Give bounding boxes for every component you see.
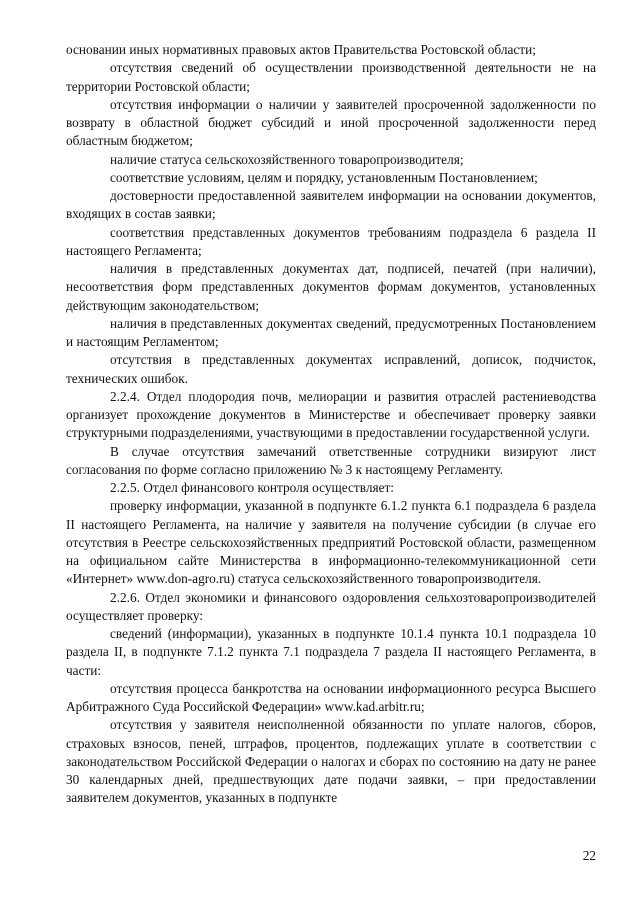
paragraph-13-section-2-2-5: 2.2.5. Отдел финансового контроля осуществляет: (110, 480, 394, 495)
paragraph-17: отсутствия процесса банкротства на основании информационного ресурса Высшего Арбитражного Суда Российской Федерации» www.kad.arbitr.ru; (66, 680, 596, 714)
paragraph-8: наличия в представленных документах дат, подписей, печатей (при наличии), несоответствия форм представленных документов формам документов, установленных действующим законодательством; (66, 261, 596, 313)
paragraph-5: соответствие условиям, целям и порядку, установленным Постановлением; (110, 169, 538, 185)
paragraph-1: основании иных нормативных правовых актов Правительства Ростовской области; (66, 42, 536, 57)
paragraph-4: наличие статуса сельскохозяйственного товаропроизводителя; (110, 151, 464, 167)
paragraph-7: соответствия представленных документов требованиям подраздела 6 раздела II настоящего Регламента; (66, 224, 596, 258)
page-number: 22 (582, 848, 596, 863)
document-body (66, 41, 596, 808)
paragraph-2: отсутствия сведений об осуществлении производственной деятельности не на территории Ростовской области; (66, 60, 596, 94)
paragraph-16: сведений (информации), указанных в подпункте 10.1.4 пункта 10.1 подраздела 10 раздела II, в подпункте 7.1.2 пункта 7.1 подраздела 7 раздела II настоящего Регламента, в части: (66, 626, 596, 678)
paragraph-14: проверку информации, указанной в подпункте 6.1.2 пункта 6.1 подраздела 6 раздела II настоящего Регламента, на наличие у заявителя на получение субсидии (в случае его отсутствия в Реестре сельскохозяйственных предприятий Ростовской области, размещенном на официальном сайте Министерства в информационно-телекоммуникационной сети «Интернет» www.don-agro.ru) статуса сельскохозяйственного товаропроизводителя. (66, 498, 596, 587)
paragraph-15-section-2-2-6: 2.2.6. Отдел экономики и финансового оздоровления сельхозтоваропроизводителей осуществляет проверку: (66, 589, 596, 623)
paragraph-6: достоверности предоставленной заявителем информации на основании документов, входящих в состав заявки; (66, 188, 596, 222)
paragraph-3: отсутствия информации о наличии у заявителей просроченной задолженности по возврату в областной бюджет субсидий и иной просроченной задолженности перед областным бюджетом; (66, 96, 596, 149)
paragraph-12: В случае отсутствия замечаний ответственные сотрудники визируют лист согласования по форме согласно приложению № 3 к настоящему Регламенту. (66, 443, 596, 477)
paragraph-10: отсутствия в представленных документах исправлений, дописок, подчисток, технических ошибок. (66, 352, 596, 386)
paragraph-18: отсутствия у заявителя неисполненной обязанности по уплате налогов, сборов, страховых взносов, пеней, штрафов, процентов, подлежащих уплате в соответствии с законодательством Российской Федерации о налогах и сборах по состоянию на дату не ранее 30 календарных дней, предшествующих дате подачи заявки, – при предоставлении заявителем документов, указанных в подпункте (66, 717, 596, 806)
paragraph-11-section-2-2-4: 2.2.4. Отдел плодородия почв, мелиорации и развития отраслей растениеводства организует прохождение документов в Министерстве и обеспечивает проверку заявки структурными подразделениями, участвующими в предоставлении государственной услуги. (66, 388, 596, 441)
paragraph-9: наличия в представленных документах сведений, предусмотренных Постановлением и настоящим Регламентом; (66, 315, 596, 349)
